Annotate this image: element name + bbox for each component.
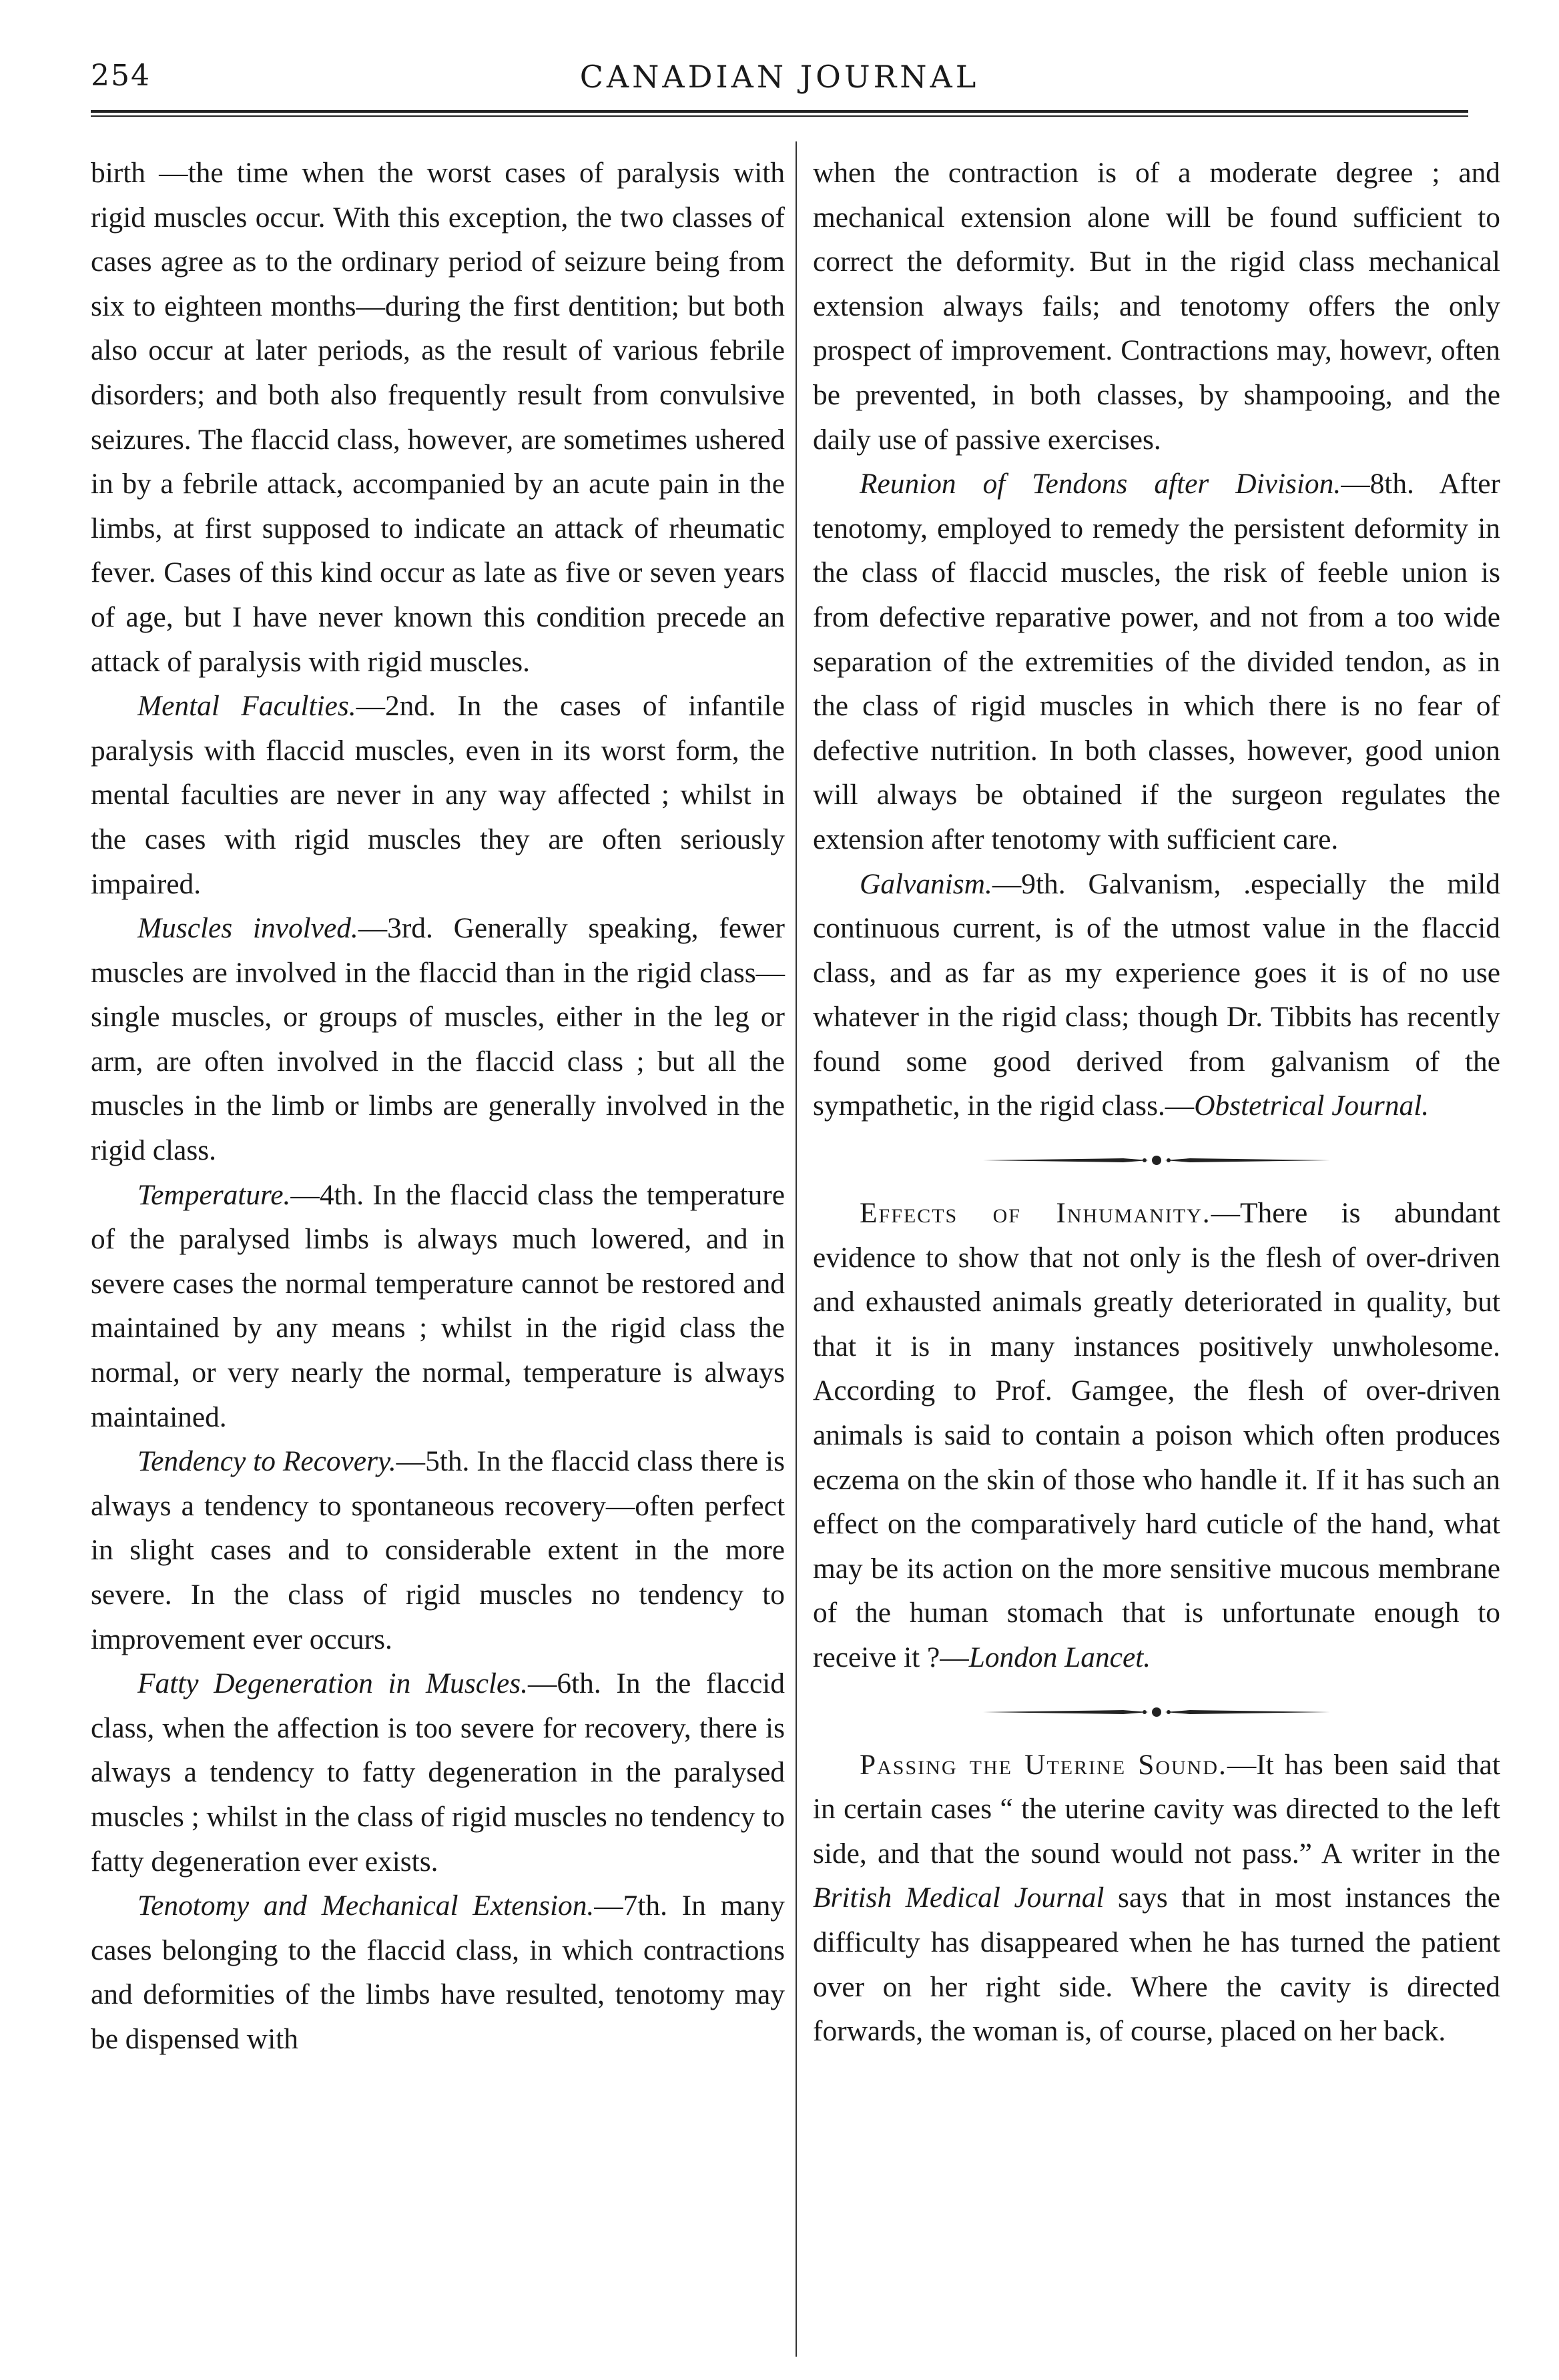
header-rule-thick: [91, 110, 1468, 113]
paragraph-text: says that in most instances the difficulty has disappeared when he has turned the patient over on her right side. Where the cavity is directed forwards, the woman is, of course, placed on her back.: [813, 1882, 1500, 2048]
paragraph: [91, 684, 785, 906]
paragraph-heading: Muscles involved.: [137, 912, 358, 945]
page-number: 254: [91, 59, 151, 93]
paragraph: [813, 862, 1500, 1129]
paragraph: [91, 1884, 785, 2061]
paragraph-text: —5th. In the flaccid class there is always a tendency to spontaneous recovery—often perfect in slight cases and to considerable extent in the more severe. In the class of rigid muscles no tendency to improvement ever occurs.: [91, 1445, 785, 1655]
source-citation: London Lancet.: [968, 1641, 1151, 1673]
paragraph-text: —There is abundant evidence to show that not only is the flesh of over-driven and exhausted animals greatly deteriorated in quality, but that it is in many instances positively unwholesome. According to Prof. Gamgee, the flesh of over-driven animals is said to contain a poison which often produces eczema on the skin of those who handle it. If it has such an effect on the comparatively hard cuticle of the hand, what may be its action on the more sensitive mucous membrane of the human stomach that is unfortunate enough to receive it ?—: [813, 1197, 1501, 1673]
paragraph: [91, 1661, 785, 1884]
paragraph: [91, 906, 785, 1173]
left-column: [91, 151, 785, 2062]
paragraph-heading: Tendency to Recovery.: [137, 1445, 396, 1478]
paragraph-text: birth —the time when the worst cases of paralysis with rigid muscles occur. With this exception, the two classes of cases agree as to the ordinary period of seizure being from six to eighteen months—during the first dentition; but both also occur at later periods, as the result of various febrile disorders; and both also frequently result from convulsive seizures. The flaccid class, however, are sometimes ushered in by a febrile attack, accompanied by an acute pain in the limbs, at first supposed to indicate an attack of rheumatic fever. Cases of this kind occur as late as five or seven years of age, but I have never known this condition precede an attack of paralysis with rigid muscles.: [91, 157, 785, 678]
paragraph-text: —6th. In the flaccid class, when the affection is too severe for recovery, there is always a tendency to fatty degeneration in the paralysed muscles ; whilst in the class of rigid muscles no tendency to fatty degeneration ever exists.: [91, 1667, 785, 1878]
paragraph-heading: Mental Faculties.: [137, 690, 356, 723]
source-citation: Obstetrical Journal.: [1194, 1090, 1430, 1122]
paragraph-heading: Temperature.: [137, 1178, 291, 1211]
paragraph-text: —4th. In the flaccid class the temperature of the paralysed limbs is always much lowered, and in severe cases the normal temperature cannot be restored and maintained by any means ; whilst in the rigid class the normal, or very nearly the normal, temperature is always maintained.: [91, 1178, 785, 1433]
paragraph-text: —9th. Galvanism, .especially the mild continuous current, is of the utmost value in the flaccid class, and as far as my experience goes it is of no use whatever in the rigid class; though Dr. Tibbits has recently found some good derived from galvanism of the sympathetic, in the rigid class.—: [813, 867, 1500, 1122]
paragraph-text: when the contraction is of a moderate degree ; and mechanical extension alone will be found sufficient to correct the deformity. But in the rigid class mechanical extension always fails; and tenotomy offers the only prospect of improvement. Contractions may, howevr, often be prevented, in both classes, by shampooing, and the daily use of passive exercises.: [813, 157, 1500, 456]
paragraph: [91, 1173, 785, 1440]
paragraph: [813, 151, 1500, 462]
paragraph: [813, 1191, 1500, 1680]
paragraph-text: —7th. In many cases belonging to the flaccid class, in which contractions and deformities of the limbs have resulted, tenotomy may be dispensed with: [91, 1890, 785, 2055]
page-header: [91, 59, 1468, 105]
paragraph-heading: Tenotomy and Mechanical Extension.: [137, 1890, 595, 1922]
section-heading: Passing the Uterine Sound.: [860, 1748, 1227, 1781]
paragraph: [813, 462, 1500, 861]
paragraph-text: —It has been said that in certain cases “ the uterine cavity was directed to the left side, and that the sound would not pass.” A writer in the: [813, 1748, 1500, 1870]
right-column: [813, 151, 1500, 2054]
journal-title: British Medical Journal: [813, 1882, 1105, 1914]
paragraph: [91, 1439, 785, 1661]
paragraph: [813, 1743, 1500, 2054]
paragraph-heading: Galvanism.: [860, 867, 992, 900]
paragraph-text: —2nd. In the cases of infantile paralysis with flaccid muscles, even in its worst form, the mental faculties are never in any way affected ; whilst in the cases with rigid muscles they are often seriously impaired.: [91, 690, 785, 900]
paragraph-text: —8th. After tenotomy, employed to remedy the persistent deformity in the class of flaccid muscles, the risk of feeble union is from defective reparative power, and not from a too wide separation of the extremities of the divided tendon, as in the class of rigid muscles in which there is no fear of defective nutrition. In both classes, however, good union will always be obtained if the surgeon regulates the extension after tenotomy with sufficient care.: [813, 468, 1501, 855]
section-heading: Effects of Inhumanity.: [860, 1197, 1211, 1230]
paragraph: [91, 151, 785, 684]
header-rule-thin: [91, 115, 1468, 117]
paragraph-heading: Reunion of Tendons after Division.: [860, 468, 1341, 500]
paragraph-heading: Fatty Degeneration in Muscles.: [137, 1667, 529, 1700]
section-ornament: [970, 1147, 1343, 1174]
section-ornament: [970, 1699, 1343, 1725]
paragraph-text: —3rd. Generally speaking, fewer muscles are involved in the flaccid than in the rigid class—single muscles, or groups of muscles, either in the leg or arm, are often involved in the flaccid class ; but all the muscles in the limb or limbs are generally involved in the rigid class.: [91, 912, 785, 1167]
running-head: CANADIAN JOURNAL: [579, 59, 980, 95]
column-divider: [796, 141, 797, 2357]
